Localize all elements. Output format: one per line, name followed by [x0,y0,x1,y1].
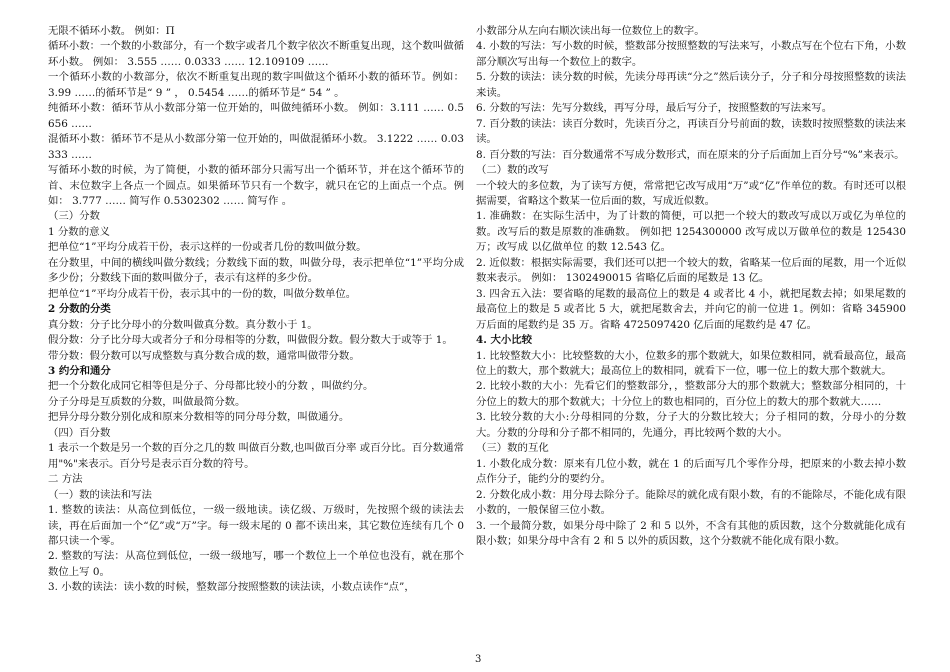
paragraph: 把一个分数化成同它相等但是分子、分母都比较小的分数 ，叫做约分。 [48,380,374,393]
paragraph: 一个较大的多位数，为了读写方便，常常把它改写成用“万”或“亿”作单位的数。有时还可以根据需要，省略这个数某一位后面的数，写成近似数。 [476,179,906,207]
paragraph: 小数部分从左向右顺次读出每一位数位上的数字。 [476,25,705,37]
paragraph: 6. 分数的写法：先写分数线，再写分母，最后写分子，按照整数的写法来写。 [476,102,833,115]
paragraph: 2. 分数化成小数：用分母去除分子。能除尽的就化成有限小数，有的不能除尽，不能化成有限小数的，一般保留三位小数。 [476,488,906,517]
paragraph: 3. 比较分数的大小:分母相同的分数，分子大的分数比较大；分子相同的数，分母小的分数大。分数的分母和分子都不相同的，先通分，再比较两个数的大小。 [476,411,906,439]
paragraph: 8. 百分数的写法：百分数通常不写成分数形式，而在原来的分子后面加上百分号“%”来表示。 [476,148,905,161]
page-number: 3 [475,654,482,665]
paragraph: 1. 小数化成分数：原来有几位小数，就在 1 的后面写几个零作分母，把原来的小数去掉小数点作分子，能约分的要约分。 [476,457,906,486]
paragraph: 7. 百分数的读法：读百分数时，先读百分之，再读百分号前面的数，读数时按照整数的读法来读。 [476,117,906,146]
paragraph: 真分数：分子比分母小的分数叫做真分数。真分数小于 1。 [48,318,318,331]
paragraph: 1. 准确数：在实际生活中，为了计数的简便，可以把一个较大的数改写成以万或亿为单位的数。改写后的数是原数的准确数。 例如把 1254300000 改写成以万做单位的数是 125430 万；改写成 以亿做单位 的数 12.543 亿。 [476,210,906,254]
paragraph: 3 约分和通分 [48,364,111,377]
paragraph: （二）数的改写 [476,164,549,177]
paragraph: 假分数：分子比分母大或者分子和分母相等的分数，叫做假分数。假分数大于或等于 1。 [48,334,453,347]
paragraph: 在分数里，中间的横线叫做分数线；分数线下面的数，叫做分母，表示把单位“1”平均分成多少份；分数线下面的数叫做分子，表示有这样的多少份。 [48,256,464,285]
paragraph: 分子分母是互质数的分数，叫做最简分数。 [48,395,246,408]
paragraph: 1. 比较整数大小：比较整数的大小，位数多的那个数就大，如果位数相同，就看最高位，最高位上的数大，那个数就大；最高位上的数相同，就看下一位，哪一位上的数大那个数就大。 [476,349,906,377]
paragraph: 2. 比较小数的大小：先看它们的整数部分，，整数部分大的那个数就大；整数部分相同的，十分位上的数大的那个数就大；十分位上的数也相同的，百分位上的数大的那个数就大…… [476,380,906,408]
paragraph: 把单位“1”平均分成若干份，表示其中的一份的数，叫做分数单位。 [48,287,357,300]
paragraph: 一个循环小数的小数部分，依次不断重复出现的数字叫做这个循环小数的循环节。例如： 3.99 ……的循环节是“ 9 ” ， 0.5454 ……的循环节是“ 54 ” 。 [48,71,464,99]
paragraph: （三）数的互化 [476,442,549,455]
paragraph: 无限不循环小数。 例如：Π [48,25,175,37]
paragraph: 纯循环小数：循环节从小数部分第一位开始的，叫做纯循环小数。 例如：3.111 …… 0.5656 …… [48,102,464,130]
paragraph: 把异分母分数分别化成和原来分数相等的同分母分数，叫做通分。 [48,411,350,424]
paragraph: 3. 四舍五入法：要省略的尾数的最高位上的数是 4 或者比 4 小，就把尾数去掉；如果尾数的最高位上的数是 5 或者比 5 大，就把尾数舍去，并向它的前一位进 1。例如：省略 345900 万后面的尾数约是 35 万。省略 4725097420 亿后面的尾数约是 47 亿。 [476,287,906,331]
paragraph: （三）分数 [48,210,100,223]
paragraph: （四）百分数 [48,426,111,439]
paragraph: 1. 整数的读法：从高位到低位，一级一级地读。读亿级、万级时，先按照个级的读法去读，再在后面加一个“亿”或“万”字。每一级末尾的 0 都不读出来，其它数位连续有几个 0 都只读一个零。 [48,504,464,547]
paragraph: （一）数的读法和写法 [48,488,152,501]
paragraph: 4. 大小比较 [476,334,533,347]
paragraph: 2 分数的分类 [48,303,111,316]
paragraph: 2. 近似数：根据实际需要，我们还可以把一个较大的数，省略某一位后面的尾数，用一个近似数来表示。 例如： 1302490015 省略亿后面的尾数是 13 亿。 [476,256,906,285]
paragraph: 2. 整数的写法：从高位到低位，一级一级地写，哪一个数位上一个单位也没有，就在那个数位上写 0。 [48,550,464,578]
paragraph: 把单位“1”平均分成若干份，表示这样的一份或者几份的数叫做分数。 [48,241,367,254]
paragraph: 混循环小数：循环节不是从小数部分第一位开始的，叫做混循环小数。 3.1222 …… 0.03333 …… [48,133,464,161]
paragraph: 3. 小数的读法：读小数的时候，整数部分按照整数的读法读，小数点读作“点”， [48,581,415,594]
paragraph: 4. 小数的写法：写小数的时候，整数部分按照整数的写法来写，小数点写在个位右下角，小数部分顺次写出每一个数位上的数字。 [476,40,906,68]
paragraph: 带分数：假分数可以写成整数与真分数合成的数，通常叫做带分数。 [48,349,360,362]
paragraph: 5. 分数的读法：读分数的时候，先读分母再读“分之”然后读分子，分子和分母按照整数的读法来读。 [476,71,906,99]
paragraph: 3. 一个最简分数，如果分母中除了 2 和 5 以外，不含有其他的质因数，这个分数就能化成有限小数；如果分母中含有 2 和 5 以外的质因数，这个分数就不能化成有限小数。 [476,519,906,547]
paragraph: 写循环小数的时候，为了简便，小数的循环部分只需写出一个循环节，并在这个循环节的首、末位数字上各点一个圆点。如果循环节只有一个数字，就只在它的上面点一个点。例如： 3.777 …… 简写作 0.5302302 …… 简写作 。 [48,164,464,207]
paragraph: 1 表示一个数是另一个数的百分之几的数 叫做百分数,也叫做百分率 或百分比。百分数通常用"%"来表示。百分号是表示百分数的符号。 [48,442,464,470]
paragraph: 1 分数的意义 [48,225,110,238]
paragraph: 二 方法 [48,473,83,486]
paragraph: 循环小数：一个数的小数部分，有一个数字或者几个数字依次不断重复出现，这个数叫做循环小数。 例如： 3.555 …… 0.0333 …… 12.109109 …… [48,40,464,68]
left-column [48,24,464,596]
right-column [476,24,906,549]
